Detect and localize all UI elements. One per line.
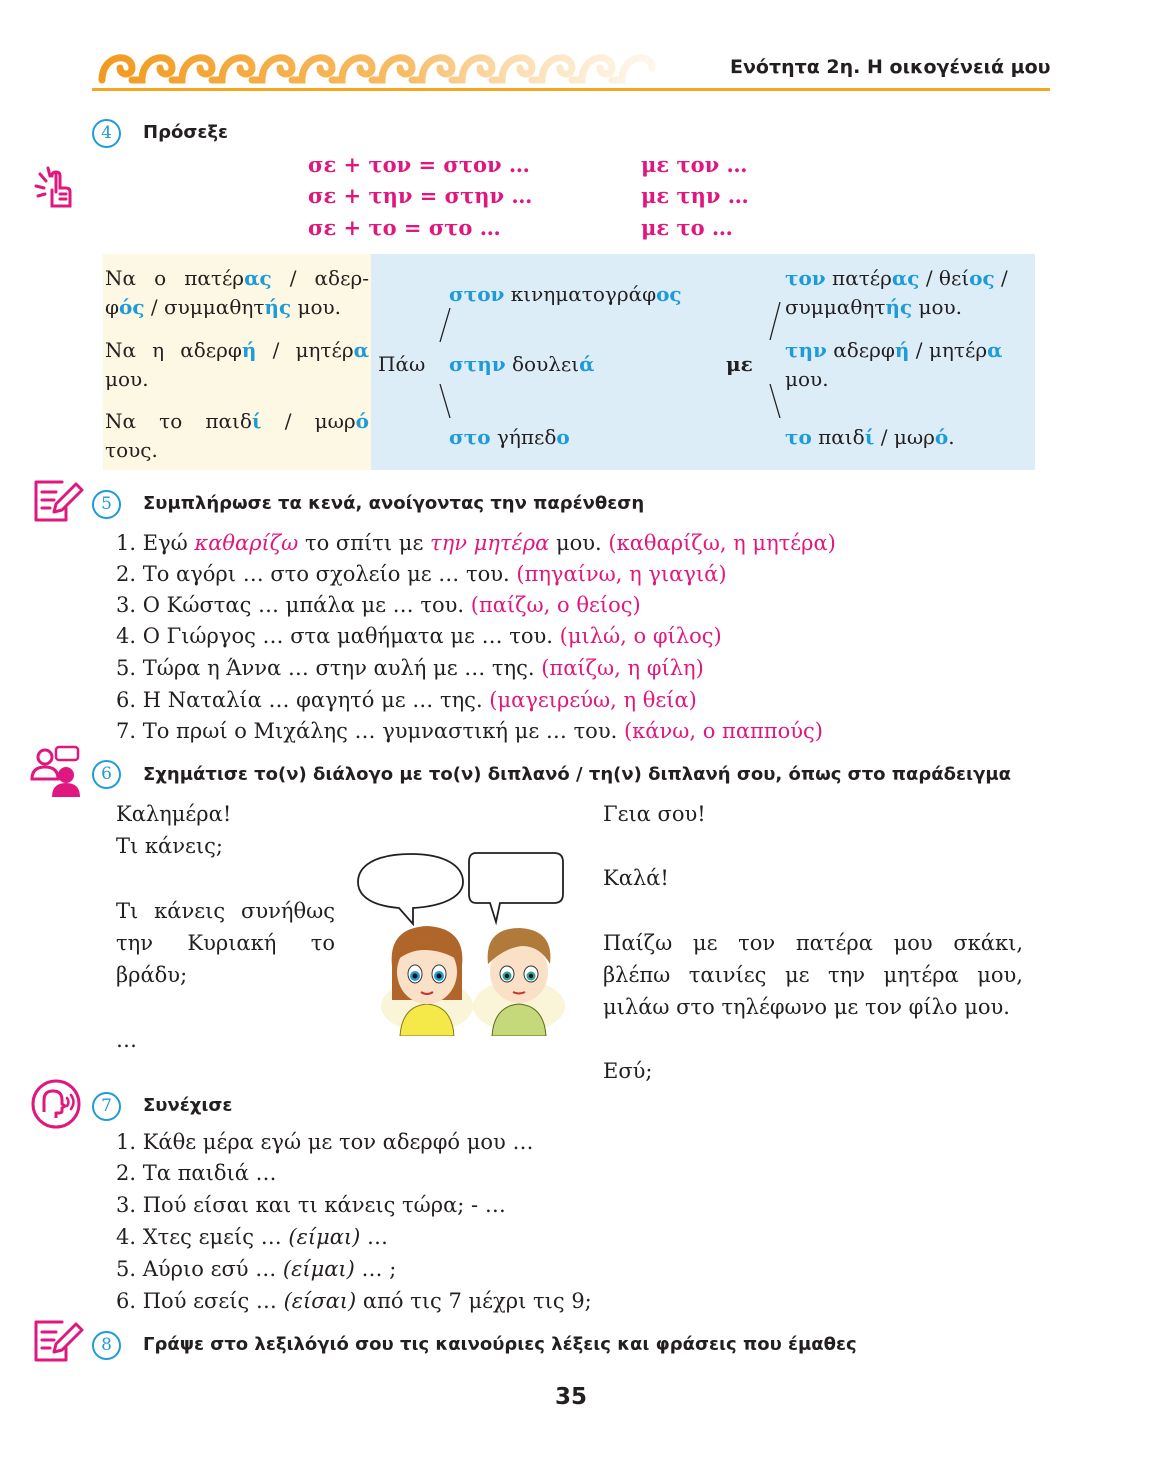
dialogue-icon [28,745,84,797]
list-item: 5. Αύριο εσύ … (είμαι) … ; [116,1257,397,1281]
table-row: τους. [105,438,158,462]
exercise-number: 4 [92,119,121,148]
dialogue-line: Καλά! [603,866,669,890]
speech-bubble [355,850,467,926]
table-row: μου. [105,367,149,391]
exercise-title: Συμπλήρωσε τα κενά, ανοίγοντας την παρένθεση [143,493,645,514]
exercise-number: 5 [92,490,121,519]
boy-illustration [470,920,568,1036]
list-item: 3. Πού είσαι και τι κάνεις τώρα; - … [116,1193,506,1217]
writing-icon [32,1318,84,1364]
header-divider [92,88,1050,91]
dialogue-line: Γεια σου! [603,802,706,826]
middle-phrase: στην δουλειά [449,352,595,376]
meander-border [92,44,662,88]
verb-label: Πάω [378,352,426,376]
list-item: 5. Τώρα η Άννα … στην αυλή με … της. (παίζω, η φίλη) [116,656,704,680]
exercise-title: Σχημάτισε το(ν) διάλογο με το(ν) διπλανό / τη(ν) διπλανή σου, όπως στο παράδειγμα [143,764,1011,785]
page-number: 35 [555,1384,588,1410]
list-item: 1. Κάθε μέρα εγώ με τον αδερφό μου … [116,1130,534,1154]
exercise-number: 6 [92,760,121,789]
table-row: Να η αδερφή / μητέρα [105,338,369,362]
list-item: 4. Χτες εμείς … (είμαι) … [116,1225,389,1249]
list-item: 2. Τα παιδιά … [116,1161,277,1185]
article-rule: με το … [641,215,733,240]
table-row: φός / συμμαθητής μου. [105,295,342,319]
dialogue-line: Καλημέρα! [116,802,232,826]
girl-illustration [378,920,476,1036]
speaking-icon [30,1078,82,1130]
dialogue-line: Τι κάνεις συνήθως την Κυριακή το βράδυ; [116,899,335,987]
exercise-title: Πρόσεξε [143,122,229,143]
right-phrase: το παιδί / μωρό. [785,425,955,449]
exercise-number: 7 [92,1092,121,1121]
right-phrase: την αδερφή / μητέρα [785,338,1003,362]
article-rule: με τον … [641,152,748,177]
exercise-title: Συνέχισε [143,1095,233,1116]
middle-phrase: στο γήπεδο [449,425,570,449]
branch-lines-left [436,306,456,426]
dialogue-line: … [116,1028,137,1052]
table-row: Να ο πατέρας / αδερ- [105,266,369,290]
dialogue-line: Εσύ; [603,1059,653,1083]
list-item: 6. Πού εσείς … (είσαι) από τις 7 μέχρι τις 9; [116,1289,592,1313]
list-item: 3. Ο Κώστας … μπάλα με … του. (παίζω, ο θείος) [116,593,641,617]
list-item: 2. Το αγόρι … στο σχολείο με … του. (πηγαίνω, η γιαγιά) [116,562,727,586]
article-rule: με την … [641,183,749,208]
exercise-number: 8 [92,1331,121,1360]
attention-hand-icon [28,166,78,214]
middle-phrase: στον κινηματογράφος [449,282,682,306]
table-row: Να το παιδί / μωρό [105,409,369,433]
with-label: με [726,352,753,376]
right-phrase: μου. [785,367,829,391]
writing-icon [32,478,84,524]
unit-title: Ενότητα 2η. Η οικογένειά μου [730,56,1051,78]
list-item: 7. Το πρωί ο Μιχάλης … γυμναστική με … του. (κάνω, ο παππούς) [116,719,823,743]
right-phrase: συμμαθητής μου. [785,295,963,319]
contraction-rule: σε + τον = στον … [308,152,530,177]
dialogue-line: Παίζω με τον πατέρα μου σκάκι, βλέπω ταινίες με την μητέρα μου, μιλάω στο τηλέφωνο με τον φίλο μου. [603,931,1023,1019]
list-item: 6. Η Ναταλία … φαγητό με … της. (μαγειρεύω, η θεία) [116,688,697,712]
list-item: 4. Ο Γιώργος … στα μαθήματα με … του. (μιλώ, ο φίλος) [116,624,722,648]
right-phrase: τον πατέρας / θείος / [785,266,1008,290]
branch-lines-right [766,300,786,420]
speech-bubble [466,850,568,926]
dialogue-line: Τι κάνεις; [116,834,223,858]
contraction-rule: σε + την = στην … [308,183,533,208]
list-item: 1. Εγώ καθαρίζω το σπίτι με την μητέρα μου. (καθαρίζω, η μητέρα) [116,531,836,555]
contraction-rule: σε + το = στο … [308,215,501,240]
exercise-title: Γράψε στο λεξιλόγιό σου τις καινούριες λέξεις και φράσεις που έμαθες [143,1334,857,1355]
